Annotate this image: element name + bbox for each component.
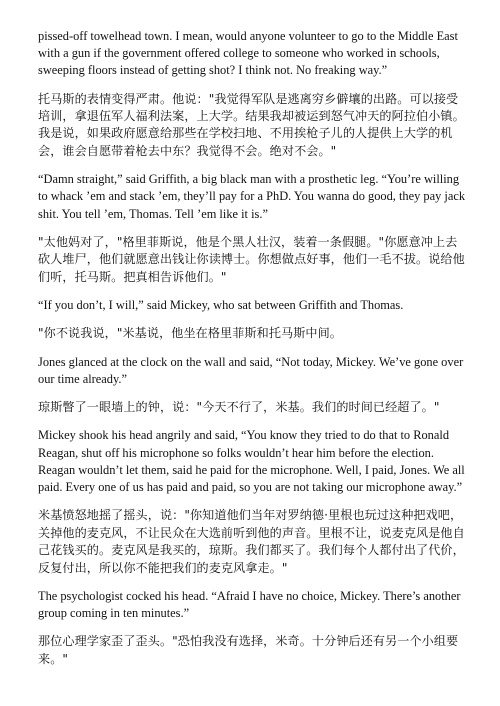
chinese-paragraph: 米基愤怒地摇了摇头，说："你知道他们当年对罗纳德·里根也玩过这种把戏吧，关掉他的麦克风，不让民众在大选前听到他的声音。里根不让，说麦克风是他自己花钱买的。麦克风是我买的，琼斯。我们都买了。我们每个人都付出了代价，反复付出，所以你不能把我们的麦克风拿走。"	[38, 508, 465, 575]
english-paragraph: Mickey shook his head angrily and said, “You know they tried to do that to Ronald Reagan, shut off his microphone so folks wouldn’t hear him before the election. Reagan wouldn’t let them, said he paid for the microphone. Well, I paid, Jones. We all paid. Every one of us has paid and paid, so you are not taking our microphone away.”	[38, 428, 465, 495]
chinese-paragraph: "太他妈对了，"格里菲斯说，他是个黑人壮汉，装着一条假腿。"你愿意冲上去砍人堆尸，他们就愿意出钱让你读博士。你想做点好事，他们一毛不拔。说给他们听，托马斯。把真相告诉他们。"	[38, 234, 465, 284]
chinese-paragraph: 那位心理学家歪了歪头。"恐怕我没有选择，米奇。十分钟后还有另一个小组要来。"	[38, 634, 459, 666]
document-page	[38, 28, 468, 679]
english-paragraph: Jones glanced at the clock on the wall and said, “Not today, Mickey. We’ve gone over our time already.”	[38, 354, 464, 386]
chinese-paragraph: 琼斯瞥了一眼墙上的钟，说："今天不行了，米基。我们的时间已经超了。"	[38, 400, 440, 415]
english-paragraph: pissed-off towelhead town. I mean, would anyone volunteer to go to the Middle East with a gun if the government offered college to someone who worked in schools, sweeping floors instead of getting shot? I think not. No freaking way.”	[38, 29, 458, 78]
chinese-paragraph: "你不说我说，"米基说，他坐在格里菲斯和托马斯中间。	[38, 326, 342, 341]
english-paragraph: The psychologist cocked his head. “Afraid I have no choice, Mickey. There’s another group coming in ten minutes.”	[38, 588, 461, 621]
english-paragraph: “If you don’t, I will,” said Mickey, who sat between Griffith and Thomas.	[38, 298, 404, 313]
english-paragraph: “Damn straight,” said Griffith, a big black man with a prosthetic leg. “You’re willing to whack ’em and stack ’em, they’ll pay for a PhD. You wanna do good, they pay jack shit. You tell ’em, Thomas. Tell ’em like it is.”	[38, 172, 466, 221]
chinese-paragraph: 托马斯的表情变得严肃。他说："我觉得军队是逃离穷乡僻壤的出路。可以接受培训，拿退伍军人福利法案，上大学。结果我却被运到怒气冲天的阿拉伯小镇。我是说，如果政府愿意给那些在学校扫地、不用挨枪子儿的人提供上大学的机会，谁会自愿带着枪去中东？我觉得不会。绝对不会。"	[38, 91, 465, 158]
